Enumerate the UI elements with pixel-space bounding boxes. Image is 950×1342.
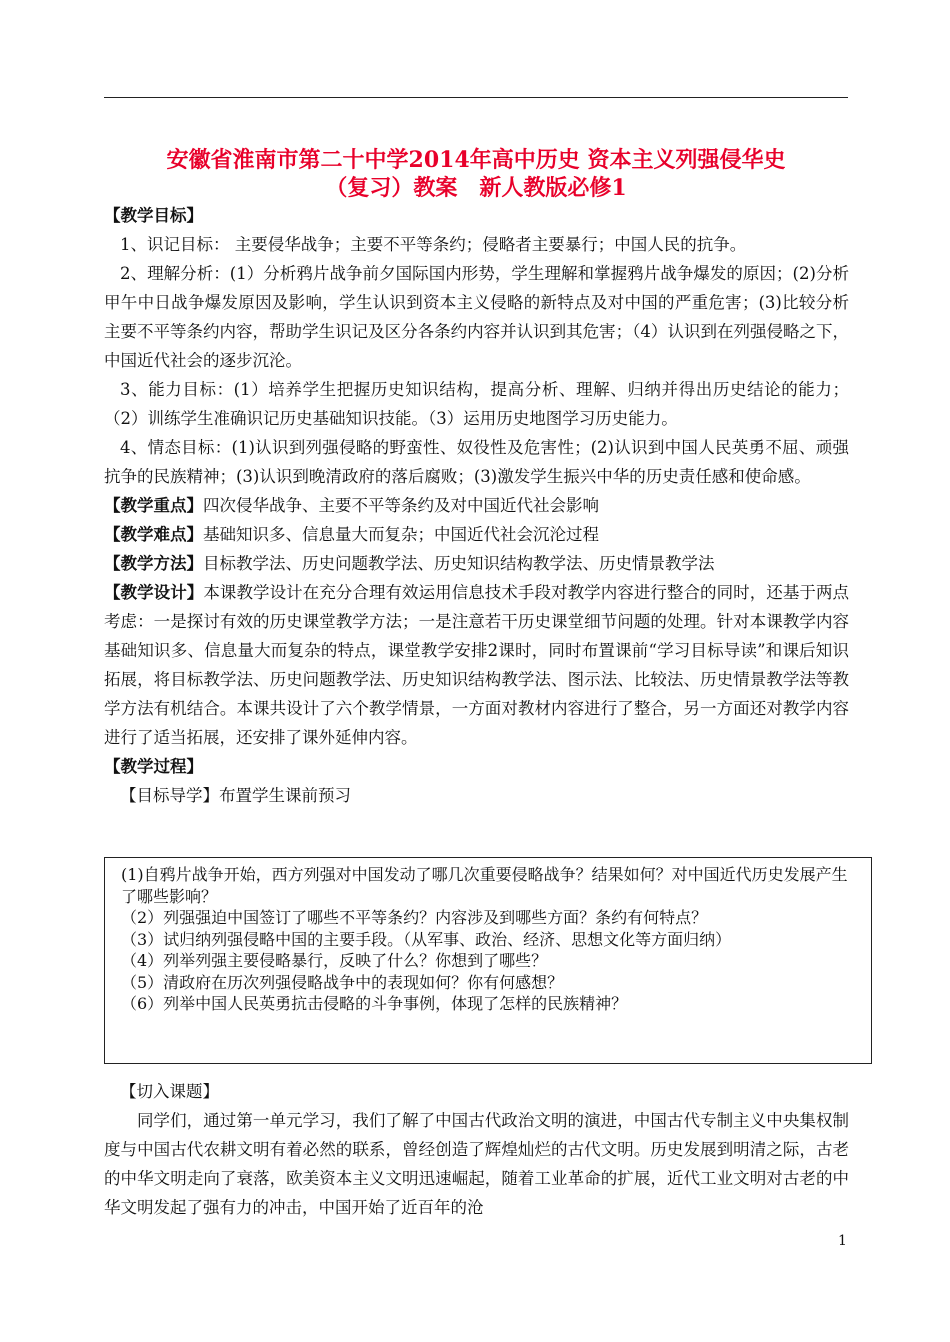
methods	[104, 549, 849, 578]
difficulties-label: 【教学难点】	[104, 525, 203, 544]
difficulties	[104, 520, 849, 549]
document-title-line-1: 安徽省淮南市第二十中学2014年高中历史 资本主义列强侵华史	[166, 147, 786, 173]
question-item: （6）列举中国人民英勇抗击侵略的斗争事例，体现了怎样的民族精神？	[121, 994, 628, 1013]
intro-section	[104, 1077, 849, 1222]
difficulties-text: 基础知识多、信息量大而复杂；中国近代社会沉沦过程	[203, 525, 599, 544]
objectives-section	[104, 201, 849, 810]
key-points	[104, 491, 849, 520]
key-points-text: 四次侵华战争、主要不平等条约及对中国近代社会影响	[203, 496, 599, 515]
page-number: 1	[838, 1233, 847, 1249]
objective-item: 3、能力目标：(1）培养学生把握历史知识结构，提高分析、理解、归纳并得出历史结论的能力；（2）训练学生准确识记历史基础知识技能。（3）运用历史地图学习历史能力。	[104, 380, 849, 428]
objective-item: 1、识记目标： 主要侵华战争；主要不平等条约；侵略者主要暴行；中国人民的抗争。	[120, 235, 747, 254]
design	[104, 578, 849, 752]
process-heading: 【教学过程】	[104, 757, 203, 776]
key-points-label: 【教学重点】	[104, 496, 203, 515]
objectives-heading: 【教学目标】	[104, 206, 203, 225]
question-item: (1)自鸦片战争开始，西方列强对中国发动了哪几次重要侵略战争？结果如何？对中国近代历史发展产生了哪些影响？	[121, 865, 848, 906]
question-item: （2）列强强迫中国签订了哪些不平等条约？内容涉及到哪些方面？条约有何特点？	[121, 908, 708, 927]
question-item: （4）列举列强主要侵略暴行，反映了什么？你想到了哪些？	[121, 951, 548, 970]
intro-text: 同学们，通过第一单元学习，我们了解了中国古代政治文明的演进，中国古代专制主义中央集权制度与中国古代农耕文明有着必然的联系，曾经创造了辉煌灿烂的古代文明。历史发展到明清之际，古老的中华文明走向了衰落，欧美资本主义文明迅速崛起，随着工业革命的扩展，近代工业文明对古老的中华文明发起了强有力的冲击，中国开始了近百年的沧	[104, 1111, 849, 1217]
question-item: （3）试归纳列强侵略中国的主要手段。（从军事、政治、经济、思想文化等方面归纳）	[121, 929, 732, 949]
design-text: 本课教学设计在充分合理有效运用信息技术手段对教学内容进行整合的同时，还基于两点考虑：一是探讨有效的历史课堂教学方法；一是注意若干历史课堂细节问题的处理。针对本课教学内容基础知识多、信息量大而复杂的特点，课堂教学安排2课时，同时布置课前“学习目标导读”和课后知识拓展，将目标教学法、历史问题教学法、历史知识结构教学法、图示法、比较法、历史情景教学法等教学方法有机结合。本课共设计了六个教学情景，一方面对教材内容进行了整合，另一方面还对教学内容进行了适当拓展，还安排了课外延伸内容。	[104, 583, 850, 747]
header-rule	[104, 97, 848, 98]
intro-heading: 【切入课题】	[120, 1082, 219, 1101]
guide-line	[104, 781, 849, 810]
methods-text: 目标教学法、历史问题教学法、历史知识结构教学法、历史情景教学法	[203, 554, 715, 573]
methods-label: 【教学方法】	[104, 554, 203, 573]
design-label: 【教学设计】	[104, 583, 204, 602]
guide-text: 布置学生课前预习	[219, 786, 351, 805]
objective-item: 4、情态目标：(1)认识到列强侵略的野蛮性、奴役性及危害性；(2)认识到中国人民英勇不屈、顽强抗争的民族精神；(3)认识到晚清政府的落后腐败；(3)激发学生振兴中华的历史责任感和使命感。	[104, 438, 849, 486]
question-item: （5）清政府在历次列强侵略战争中的表现如何？你有何感想？	[121, 972, 564, 992]
preview-questions-box	[104, 857, 872, 1064]
objective-item: 2、理解分析：(1）分析鸦片战争前夕国际国内形势，学生理解和掌握鸦片战争爆发的原因；(2)分析甲午中日战争爆发原因及影响，学生认识到资本主义侵略的新特点及对中国的严重危害；(3)比较分析主要不平等条约内容，帮助学生识记及区分各条约内容并认识到其危害；（4）认识到在列强侵略之下，中国近代社会的逐步沉沦。	[104, 264, 849, 370]
guide-label: 【目标导学】	[120, 786, 219, 805]
document-title-line-2: （复习）教案 新人教版必修1	[325, 175, 627, 201]
